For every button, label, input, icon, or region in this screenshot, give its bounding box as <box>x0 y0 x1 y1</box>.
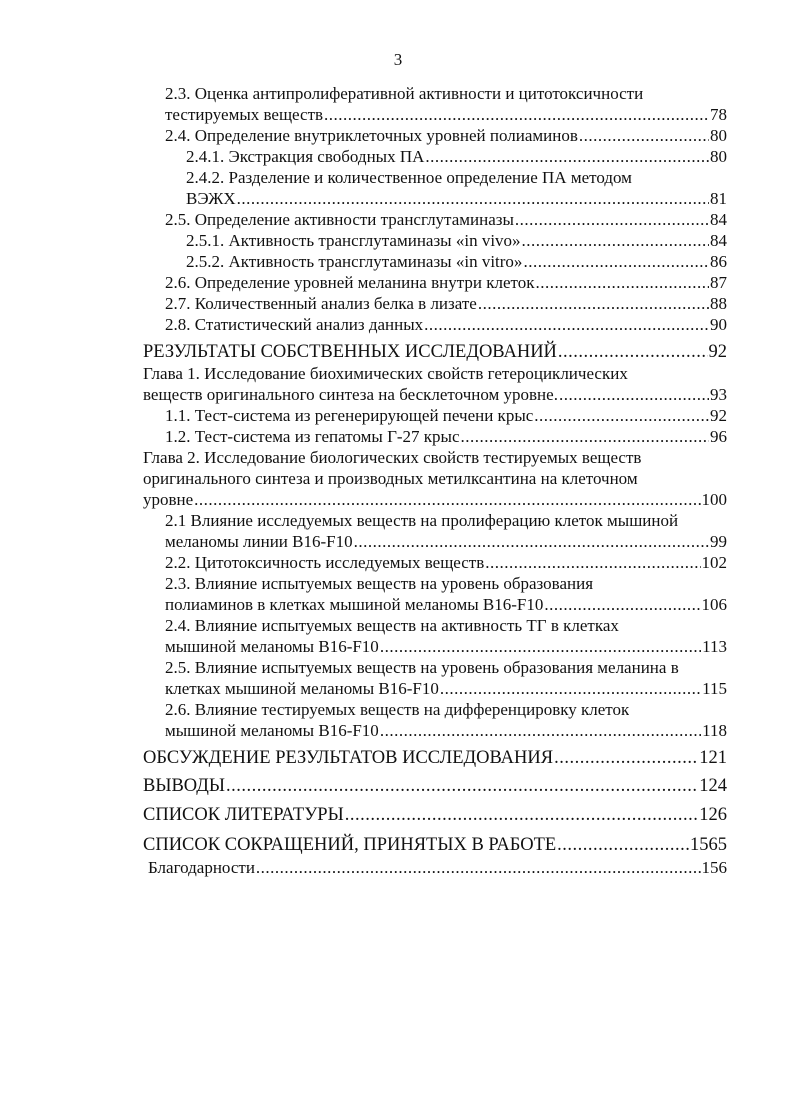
toc-entry-2-4[interactable] <box>165 125 727 146</box>
dot-leader <box>554 746 698 770</box>
toc-entry-text: 1.1. Тест-система из регенерирующей печени крыс <box>165 406 534 425</box>
dot-leader <box>559 384 709 405</box>
toc-entry-text: уровне <box>143 490 194 509</box>
dot-leader <box>535 272 709 293</box>
dot-leader <box>345 803 699 827</box>
dot-leader <box>380 636 701 657</box>
toc-page-number: 90 <box>710 315 727 334</box>
toc-page-number: 92 <box>708 342 727 362</box>
toc-entry-text: 2.2. Цитотоксичность исследуемых веществ <box>165 553 485 572</box>
toc-page-number: 84 <box>710 231 727 250</box>
toc-entry-discussion[interactable] <box>143 746 727 770</box>
dot-leader <box>440 678 701 699</box>
toc-entry-text: 2.3. Влияние испытуемых веществ на уровень образования <box>165 574 594 593</box>
toc-entry-ch2-2-2[interactable] <box>165 552 727 573</box>
toc-entry-text: 2.4.1. Экстракция свободных ПА <box>186 147 425 166</box>
toc-entry-text: РЕЗУЛЬТАТЫ СОБСТВЕННЫХ ИССЛЕДОВАНИЙ <box>143 342 557 362</box>
toc-entry-text: 2.5.2. Активность трансглутаминазы «in vitro» <box>186 252 523 271</box>
toc-entry-ch2-2-1[interactable] <box>165 531 727 552</box>
toc-entry-2-7[interactable] <box>165 293 727 314</box>
toc-entry-text: ВЭЖХ <box>186 189 236 208</box>
toc-entry-2-5-2[interactable] <box>186 251 727 272</box>
toc-entry-text: 2.5.1. Активность трансглутаминазы «in vivo» <box>186 231 521 250</box>
toc-entry-text: 2.4.2. Разделение и количественное определение ПА методом <box>186 168 632 187</box>
toc-entry-conclusions[interactable] <box>143 774 727 798</box>
toc-page-number: 106 <box>701 595 727 614</box>
toc-entry-acknowledgements[interactable] <box>148 857 727 878</box>
toc-page-number: 126 <box>699 805 727 825</box>
toc-page-number: 88 <box>710 294 727 313</box>
dot-leader <box>478 293 709 314</box>
toc-page-number: 86 <box>710 252 727 271</box>
toc-entry-text: меланомы линии B16-F10 <box>165 532 353 551</box>
toc-entry-text: ВЫВОДЫ <box>143 776 226 796</box>
dot-leader <box>237 188 709 209</box>
dot-leader <box>485 552 700 573</box>
toc-entry-text: 2.4. Определение внутриклеточных уровней полиаминов <box>165 126 578 145</box>
toc-entry-text: 1.2. Тест-система из гепатомы Г-27 крыс <box>165 427 460 446</box>
toc-entry-2-5-ch2-line1 <box>165 657 679 678</box>
toc-entry-text: 2.4. Влияние испытуемых веществ на активность ТГ в клетках <box>165 616 619 635</box>
toc-entry-2-6-ch2-line1 <box>165 699 629 720</box>
toc-entry-text: полиаминов в клетках мышиной меланомы B16-F10 <box>165 595 544 614</box>
toc-page-number: 78 <box>710 105 727 124</box>
toc-entry-text: мышиной меланомы B16-F10 <box>165 721 379 740</box>
toc-entry-ch2-2-3[interactable] <box>165 594 727 615</box>
dot-leader <box>194 489 700 510</box>
dot-leader <box>544 594 700 615</box>
toc-page-number: 124 <box>699 776 727 796</box>
toc-entry-text: СПИСОК ЛИТЕРАТУРЫ <box>143 805 344 825</box>
toc-entry-2-5-1[interactable] <box>186 230 727 251</box>
toc-page-number: 1565 <box>690 835 727 855</box>
toc-entry-abbreviations[interactable] <box>143 833 727 857</box>
toc-page-number: 87 <box>710 273 727 292</box>
toc-entry-text: 2.5. Определение активности трансглутаминазы <box>165 210 514 229</box>
toc-entry-text: клетках мышиной меланомы B16-F10 <box>165 679 439 698</box>
toc-entry-chapter1[interactable] <box>143 384 727 405</box>
toc-entry-text: СПИСОК СОКРАЩЕНИЙ, ПРИНЯТЫХ В РАБОТЕ <box>143 835 557 855</box>
dot-leader <box>425 146 709 167</box>
dot-leader <box>523 251 709 272</box>
toc-page-number: 93 <box>710 385 727 404</box>
toc-entry-2-3-ch2-line1 <box>165 573 593 594</box>
toc-entry-text: Глава 1. Исследование биохимических свойств гетероциклических <box>143 364 628 383</box>
toc-entry-text: 2.6. Влияние тестируемых веществ на дифференцировку клеток <box>165 700 630 719</box>
toc-page-number: 102 <box>701 553 727 572</box>
toc-entry-2-4-ch2-line1 <box>165 615 619 636</box>
toc-page-number: 80 <box>710 126 727 145</box>
toc-entry-text: 2.3. Оценка антипролиферативной активности и цитотоксичности <box>165 84 644 103</box>
toc-page-number: 92 <box>710 406 727 425</box>
toc-entry-text: 2.8. Статистический анализ данных <box>165 315 424 334</box>
toc-entry-2-3[interactable] <box>165 104 727 125</box>
toc-entry-1-2[interactable] <box>165 426 727 447</box>
dot-leader <box>557 833 689 857</box>
toc-entry-chapter2-line2 <box>143 468 638 489</box>
dot-leader <box>380 720 701 741</box>
toc-entry-ch2-2-5[interactable] <box>165 678 727 699</box>
toc-entry-2-4-1[interactable] <box>186 146 727 167</box>
dot-leader <box>424 314 709 335</box>
dot-leader <box>461 426 709 447</box>
dot-leader <box>534 405 709 426</box>
toc-entry-2-8[interactable] <box>165 314 727 335</box>
toc-page-number: 156 <box>701 858 727 877</box>
toc-page-number: 81 <box>710 189 727 208</box>
dot-leader <box>579 125 709 146</box>
toc-page-number: 113 <box>702 637 727 656</box>
dot-leader <box>256 857 701 878</box>
toc-entry-chapter2[interactable] <box>143 489 727 510</box>
toc-entry-text: ОБСУЖДЕНИЕ РЕЗУЛЬТАТОВ ИССЛЕДОВАНИЯ <box>143 748 554 768</box>
toc-entry-text: тестируемых веществ <box>165 105 324 124</box>
toc-entry-text: 2.5. Влияние испытуемых веществ на уровень образования меланина в <box>165 658 679 677</box>
page-number: 3 <box>393 50 403 69</box>
toc-entry-text: Глава 2. Исследование биологических свойств тестируемых веществ <box>143 448 642 467</box>
toc-page-number: 100 <box>701 490 727 509</box>
toc-entry-text: 2.6. Определение уровней меланина внутри клеток <box>165 273 535 292</box>
toc-entry-text: Благодарности <box>148 858 255 877</box>
toc-entry-ch2-2-4[interactable] <box>165 636 727 657</box>
toc-entry-chapter2-line1 <box>143 447 641 468</box>
toc-entry-2-3-line1 <box>165 83 643 104</box>
toc-entry-results[interactable] <box>143 340 727 364</box>
toc-entry-2-4-2-line1 <box>186 167 632 188</box>
toc-page-number: 99 <box>710 532 727 551</box>
toc-page-number: 96 <box>710 427 727 446</box>
toc-entry-text: 2.1 Влияние исследуемых веществ на пролиферацию клеток мышиной <box>165 511 679 530</box>
dot-leader <box>558 340 708 364</box>
toc-entry-text: веществ оригинального синтеза на бесклеточном уровне. <box>143 385 558 404</box>
toc-page-number: 84 <box>710 210 727 229</box>
dot-leader <box>354 531 709 552</box>
toc-entry-2-5[interactable] <box>165 209 727 230</box>
toc-entry-text: мышиной меланомы B16-F10 <box>165 637 379 656</box>
toc-entry-2-6[interactable] <box>165 272 727 293</box>
toc-entry-2-4-2[interactable] <box>186 188 727 209</box>
toc-entry-ch2-2-6[interactable] <box>165 720 727 741</box>
toc-entry-2-1-line1 <box>165 510 678 531</box>
dot-leader <box>324 104 709 125</box>
dot-leader <box>522 230 709 251</box>
toc-page-number: 115 <box>702 679 727 698</box>
toc-entry-chapter1-line1 <box>143 363 628 384</box>
toc-page-number: 80 <box>710 147 727 166</box>
toc-entry-text: оригинального синтеза и производных метилксантина на клеточном <box>143 469 638 488</box>
dot-leader <box>515 209 709 230</box>
toc-page-number: 121 <box>699 748 727 768</box>
toc-entry-1-1[interactable] <box>165 405 727 426</box>
toc-page-number: 118 <box>702 721 727 740</box>
dot-leader <box>226 774 698 798</box>
toc-entry-text: 2.7. Количественный анализ белка в лизате <box>165 294 477 313</box>
toc-entry-literature[interactable] <box>143 803 727 827</box>
